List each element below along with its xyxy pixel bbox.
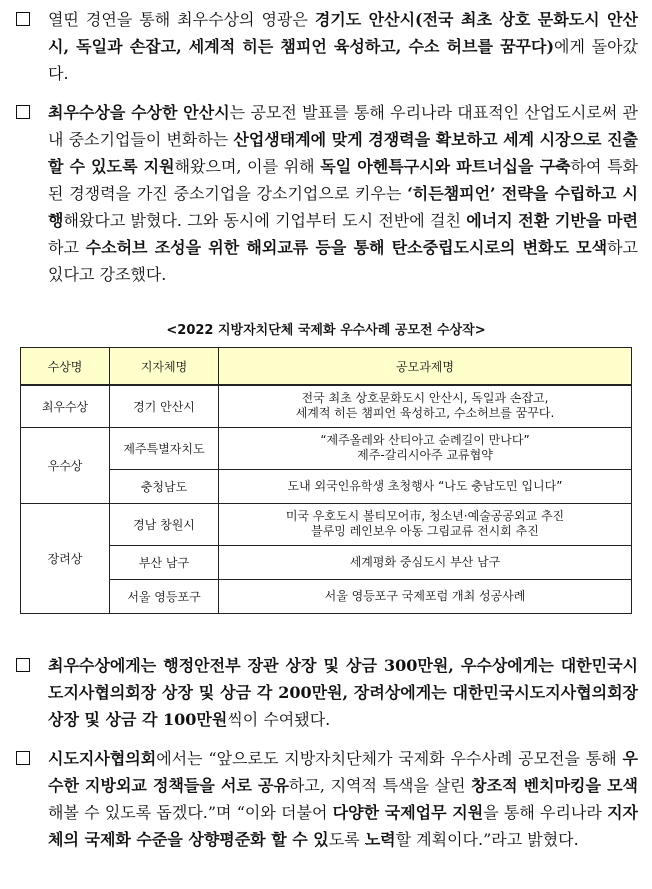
org-cell: 제주특별자치도	[110, 427, 219, 469]
text: 을 통해 우리나라	[483, 803, 608, 822]
paragraph-text	[48, 6, 638, 87]
paragraph-text	[48, 652, 638, 733]
award-cell: 장려상	[21, 503, 110, 613]
bold-text: 다양한 국제업무 지원	[332, 803, 484, 822]
table-header-row	[21, 348, 632, 386]
bold-text: 시도지사협의회	[48, 749, 157, 768]
title-cell	[219, 503, 632, 545]
title-line: 전국 최초 상호문화도시 안산시, 독일과 손잡고,	[301, 391, 549, 406]
text: 해볼 수 있도록 돕겠다.”며 “이와 더불어	[48, 803, 333, 822]
paragraph-4	[16, 745, 638, 853]
table-caption: <2022 지방자치단체 국제화 우수사례 공모전 수상작>	[166, 323, 486, 338]
title-cell	[219, 385, 632, 427]
bold-text: 독일 아헨특구시와 파트너십을 구축	[320, 157, 571, 176]
text: 하여 특화된 경쟁력을 가진 중소기업을 강소기업으로 키우는	[48, 157, 638, 203]
bold-text: 최우수상을 수상한 안산시	[48, 103, 230, 122]
table-row	[21, 427, 632, 469]
text: 하고 있다고 강조했다.	[48, 238, 639, 284]
header-org: 지자체명	[110, 348, 219, 386]
bold-text: 창조적 벤치마킹을 모색	[471, 776, 638, 795]
award-cell: 우수상	[21, 427, 110, 503]
bold-text: 노력	[364, 830, 396, 849]
checkbox-square-icon	[16, 105, 30, 119]
text: 에게 돌아갔다.	[48, 37, 638, 83]
title-cell	[219, 427, 632, 469]
text: 열띤 경연을 통해 최우수상의 영광은	[48, 10, 315, 29]
text: 하고, 지역적 특색을 살린	[288, 776, 472, 795]
org-cell: 경남 창원시	[110, 503, 219, 545]
bold-text: 에너지 전환 기반을 마련	[466, 211, 638, 230]
title-line: “제주올레와 산티아고 순례길이 만나다”	[320, 433, 530, 447]
text: 씩이 수여됐다.	[227, 710, 331, 729]
table-row	[21, 545, 632, 579]
title-cell	[219, 545, 632, 579]
paragraph-3	[16, 652, 638, 733]
table-row	[21, 469, 632, 503]
bold-text: 경기도 안산시(전국 최초 상호 문화도시 안산시, 독일과 손잡고, 세계적 히든 챔피언 육성하고, 수소 허브를 꿈꾸다)	[48, 10, 638, 56]
title-line: 도내 외국인유학생 초청행사 “나도 충남도민 입니다”	[287, 478, 563, 493]
checkbox-square-icon	[16, 12, 30, 26]
text: 해왔다고 밝혔다. 그와 동시에 기업부터 도시 전반에 걸친	[63, 211, 467, 230]
header-title: 공모과제명	[219, 348, 632, 386]
text: 는 공모전 발표를 통해 우리나라 대표적인 산업도시로써 관내 중소기업들이 변화하는	[48, 103, 638, 149]
bold-text: 최우수상에게는 행정안전부 장관 상장 및 상금 300만원, 우수상에게는 대한민국시도지사협의회장 상장 및 상금 각 200만원, 장려상에게는 대한민국시도지사협의회장 상장 및 상금 각 100만원	[48, 656, 638, 729]
title-line: 서울 영등포구 국제포럼 개최 성공사례	[324, 588, 526, 603]
title-cell	[219, 579, 632, 613]
title-line: 세계평화 중심도시 부산 남구	[349, 554, 501, 569]
bold-text: 산업생태계에 맞게 경쟁력을 확보하고 세계 시장으로 진출할 수 있도록 지원	[48, 130, 638, 176]
paragraph-1	[16, 6, 638, 87]
header-award: 수상명	[21, 348, 110, 386]
title-line: 미국 우호도시 볼티모어市, 청소년·예술공공외교 추진	[285, 509, 565, 523]
bold-text: 우수한 지방외교 정책들을 서로 공유	[48, 749, 638, 795]
table-row	[21, 579, 632, 613]
bold-text: 지자체의 국제화 수준을 상향평준화 할 수 있	[48, 803, 638, 849]
org-cell: 부산 남구	[110, 545, 219, 579]
bold-text: 수소허브 조성을 위한 해외교류 등을 통해 탄소중립도시로의 변화도 모색	[85, 238, 608, 257]
table-row	[21, 385, 632, 427]
award-cell: 최우수상	[21, 385, 110, 427]
table-body	[21, 385, 632, 613]
org-cell: 충청남도	[110, 469, 219, 503]
checkbox-square-icon	[16, 751, 30, 765]
title-line: 블루밍 레인보우 아동 그림교류 전시회 추진	[311, 524, 539, 538]
org-cell: 서울 영등포구	[110, 579, 219, 613]
bold-text: ‘히든챔피언’ 전략을 수립하고 시행	[48, 184, 639, 230]
text: 하고	[48, 238, 86, 257]
text: 에서는 “앞으로도 지방자치단체가 국제화 우수사례 공모전을 통해	[156, 749, 623, 768]
awards-table	[20, 347, 632, 614]
checkbox-square-icon	[16, 658, 30, 672]
org-cell: 경기 안산시	[110, 385, 219, 427]
title-line: 세계적 히든 챔피언 육성하고, 수소허브를 꿈꾸다.	[295, 406, 555, 421]
text: 할 계획이다.”라고 밝혔다.	[395, 830, 579, 849]
title-line: 제주-갈리시아주 교류협약	[357, 448, 493, 462]
paragraph-text	[48, 99, 638, 288]
text: 해왔으며, 이를 위해	[174, 157, 321, 176]
paragraph-text	[48, 745, 638, 853]
paragraph-2	[16, 99, 638, 288]
title-cell	[219, 469, 632, 503]
table-row	[21, 503, 632, 545]
text: 도록	[328, 830, 365, 849]
